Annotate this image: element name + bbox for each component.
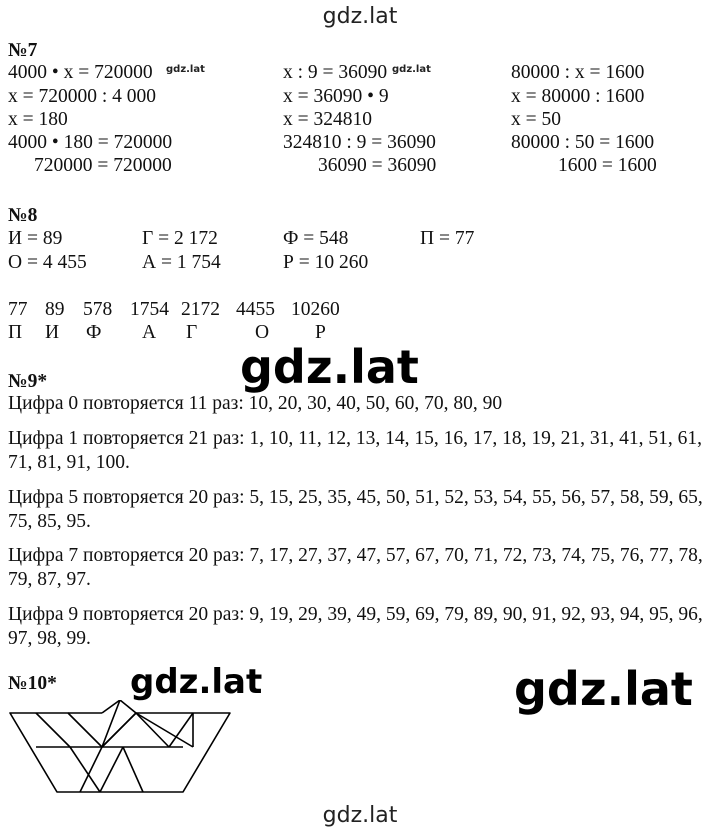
digit-paragraph: Цифра 1 повторяется 21 раз: 1, 10, 11, 12, 13, 14, 15, 16, 17, 18, 19, 21, 31, 41, 51, 61, 71, 81, 91, 100. [8,428,703,473]
equation-line: 80000 : 50 = 1600 [511,132,655,153]
equation-line: x = 324810 [283,109,372,130]
task9-title: №9* [8,371,48,392]
equation-line: x : 9 = 36090 [283,62,388,83]
watermark-mid-left: gdz.lat [130,662,263,702]
task10-title: №10* [8,673,57,694]
number-cell: 89 [45,299,65,320]
number-cell: 77 [8,299,28,320]
equation-line: x = 80000 : 1600 [511,86,645,107]
letter-cell: П [8,322,23,338]
digit-paragraph: Цифра 9 повторяется 20 раз: 9, 19, 29, 39, 49, 59, 69, 79, 89, 90, 91, 92, 93, 94, 95, 96, 97, 98, 99. [8,604,703,649]
boat-tangram-figure [0,700,240,796]
letter-cell: О [255,322,270,338]
number-cell: 10260 [291,299,340,320]
equation-line: 1600 = 1600 [558,155,657,176]
equation-line: 36090 = 36090 [318,155,437,176]
letter-value: П = 77 [420,228,475,249]
number-cell: 4455 [236,299,275,320]
letter-value: О = 4 455 [8,252,87,273]
number-cell: 1754 [130,299,169,320]
equation-line: x = 180 [8,109,68,130]
equation-line: x = 50 [511,109,561,130]
letter-value: Р = 10 260 [283,252,369,273]
watermark-center: gdz.lat [240,340,419,394]
digit-paragraph: Цифра 5 повторяется 20 раз: 5, 15, 25, 35, 45, 50, 51, 52, 53, 54, 55, 56, 57, 58, 59, 65, 75, 85, 95. [8,487,703,532]
watermark-bottom: gdz.lat [322,803,398,828]
number-cell: 578 [83,299,113,320]
task7-title: №7 [8,40,38,61]
equation-line: 720000 = 720000 [34,155,172,176]
equation-line: x = 720000 : 4 000 [8,86,157,107]
letter-cell: Р [315,322,326,338]
letter-value: И = 89 [8,228,63,249]
number-cell: 2172 [181,299,220,320]
letter-cell: Ф [86,322,102,338]
letter-value: Ф = 548 [283,228,349,249]
letter-cell: И [45,322,60,338]
equation-line: x = 36090 • 9 [283,86,389,107]
equation-line: 4000 • 180 = 720000 [8,132,173,153]
digit-paragraph: Цифра 7 повторяется 20 раз: 7, 17, 27, 37, 47, 57, 67, 70, 71, 72, 73, 74, 75, 76, 77, 78, 79, 87, 97. [8,545,703,590]
equation-line: 324810 : 9 = 36090 [283,132,436,153]
watermark-right: gdz.lat [514,662,693,716]
letter-cell: Г [186,322,198,338]
letter-cell: А [142,322,157,338]
sorted-letters [0,318,720,338]
watermark-inline: gdz.lat [166,64,205,75]
equation-line: 4000 • x = 720000 [8,62,153,83]
task8-title: №8 [8,205,38,226]
letter-value: Г = 2 172 [142,228,218,249]
equation-line: 80000 : x = 1600 [511,62,645,83]
watermark-top: gdz.lat [322,4,398,29]
watermark-inline: gdz.lat [392,64,431,75]
digit-paragraph: Цифра 0 повторяется 11 раз: 10, 20, 30, 40, 50, 60, 70, 80, 90 [8,393,503,414]
letter-value: А = 1 754 [142,252,221,273]
